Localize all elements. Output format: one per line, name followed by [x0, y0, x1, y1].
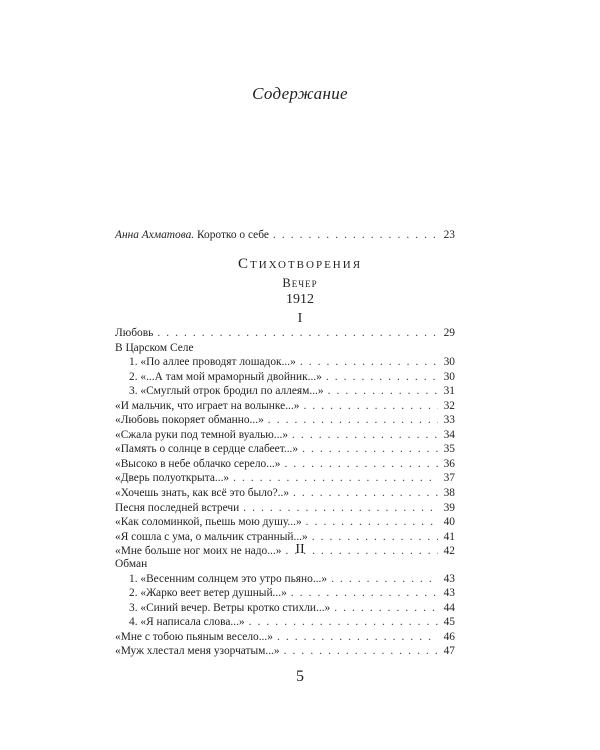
toc-entry-page: 47 [443, 645, 455, 658]
toc-entry[interactable] [115, 384, 455, 399]
section-title: Стихотворения [237, 256, 363, 272]
dot-leader [233, 471, 438, 486]
toc-entry-page: 35 [443, 443, 455, 456]
part-1-entry-list [115, 326, 455, 559]
dot-leader [328, 384, 438, 399]
toc-entry-title: 4. «Я написала слова...» [129, 616, 245, 629]
book-year: 1912 [286, 292, 314, 307]
toc-entry[interactable] [115, 601, 455, 616]
toc-entry[interactable] [115, 586, 455, 601]
dot-leader [291, 586, 438, 601]
toc-entry-page: 30 [443, 356, 455, 369]
toc-entry-title: Обман [115, 558, 148, 570]
intro-page: 23 [443, 229, 455, 241]
part-numeral-2: II [295, 542, 305, 557]
toc-entry-page: 39 [443, 501, 455, 514]
part-numeral-1: I [297, 311, 303, 326]
toc-entry[interactable] [115, 413, 455, 428]
book-title: Вечер [282, 276, 318, 290]
toc-entry-title: «Память о солнце в сердце слабеет...» [115, 443, 299, 456]
toc-entry-page: 37 [443, 472, 455, 485]
toc-entry-page: 36 [443, 457, 455, 470]
toc-entry-page: 32 [443, 399, 455, 412]
toc-entry-page: 43 [443, 587, 455, 600]
toc-entry-title: «Высоко в небе облачко серело...» [115, 457, 281, 470]
toc-entry[interactable] [115, 557, 455, 572]
toc-entry-title: «Любовь покоряет обманно...» [115, 414, 264, 427]
toc-entry-title: 3. «Синий вечер. Ветры кротко стихли...» [129, 601, 331, 614]
toc-entry[interactable] [115, 341, 455, 356]
toc-entry-title: В Царском Селе [115, 341, 194, 354]
dot-leader [277, 630, 438, 645]
toc-entry[interactable] [115, 572, 455, 587]
toc-entry[interactable] [115, 428, 455, 443]
dot-leader [302, 442, 438, 457]
toc-entry-title: «Как соломинкой, пьешь мою душу...» [115, 516, 302, 529]
toc-entry[interactable] [115, 644, 455, 659]
toc-entry-title: «Мне больше ног моих не надо...» [115, 545, 282, 558]
dot-leader [268, 413, 438, 428]
intro-entry-list [115, 228, 455, 243]
dot-leader [273, 228, 438, 243]
toc-entry[interactable] [115, 630, 455, 645]
dot-leader [306, 515, 438, 530]
toc-entry-title: «Муж хлестал меня узорчатым...» [115, 645, 280, 658]
toc-entry[interactable] [115, 442, 455, 457]
toc-entry-page: 45 [443, 616, 455, 629]
dot-leader [249, 615, 438, 630]
toc-entry-title: «И мальчик, что играет на волынке...» [115, 399, 300, 412]
page-title: Содержание [252, 84, 348, 103]
toc-entry-title: «Мне с тобою пьяным весело...» [115, 630, 273, 643]
toc-entry-title: 2. «Жарко веет ветер душный...» [129, 587, 287, 600]
dot-leader [300, 355, 438, 370]
toc-entry[interactable] [115, 501, 455, 516]
toc-entry-page: 31 [443, 385, 455, 398]
toc-entry-page: 38 [443, 487, 455, 500]
toc-entry[interactable] [115, 399, 455, 414]
dot-leader [334, 601, 438, 616]
toc-entry-title: 3. «Смуглый отрок бродил по аллеям...» [129, 385, 324, 398]
part-2-entry-list [115, 557, 455, 659]
dot-leader [292, 428, 438, 443]
toc-entry-title: Любовь [115, 327, 154, 339]
toc-entry-title: 2. «...А там мой мраморный двойник...» [129, 370, 322, 383]
toc-entry[interactable] [115, 471, 455, 486]
toc-entry[interactable] [115, 457, 455, 472]
dot-leader [284, 457, 438, 472]
toc-entry-title: «Сжала руки под темной вуалью...» [115, 428, 289, 441]
toc-entry[interactable] [115, 370, 455, 385]
dot-leader [284, 644, 438, 659]
dot-leader [326, 370, 438, 385]
toc-entry-intro[interactable] [115, 228, 455, 243]
intro-title: Коротко о себе [196, 229, 269, 241]
toc-entry[interactable] [115, 515, 455, 530]
toc-entry[interactable] [115, 355, 455, 370]
toc-entry[interactable] [115, 615, 455, 630]
toc-entry-title: 1. «Весенним солнцем это утро пьяно...» [129, 572, 328, 585]
toc-entry-page: 29 [443, 327, 455, 339]
toc-entry-title: «Я сошла с ума, о мальчик странный...» [115, 530, 308, 543]
page-number: 5 [296, 668, 304, 685]
toc-entry-page: 30 [443, 370, 455, 383]
dot-leader [303, 399, 438, 414]
toc-entry-page: 43 [443, 572, 455, 585]
toc-entry-page: 41 [443, 530, 455, 543]
toc-entry-title: 1. «По аллее проводят лошадок...» [129, 356, 296, 369]
toc-entry-title: Песня последней встречи [115, 501, 240, 514]
toc-entry-page: 40 [443, 516, 455, 529]
toc-entry-page: 34 [443, 428, 455, 441]
toc-entry-page: 42 [443, 545, 455, 558]
toc-entry-page: 46 [443, 630, 455, 643]
toc-entry-title: «Дверь полуоткрыта...» [115, 472, 230, 485]
dot-leader [157, 326, 438, 341]
dot-leader [293, 486, 438, 501]
dot-leader [331, 572, 438, 587]
toc-entry-page: 44 [443, 601, 455, 614]
toc-entry[interactable] [115, 486, 455, 501]
toc-entry-page: 33 [443, 414, 455, 427]
toc-entry[interactable] [115, 326, 455, 341]
dot-leader [243, 501, 438, 516]
toc-entry-title: «Хочешь знать, как всё это было?..» [115, 487, 290, 500]
intro-author: Анна Ахматова. [115, 229, 195, 241]
